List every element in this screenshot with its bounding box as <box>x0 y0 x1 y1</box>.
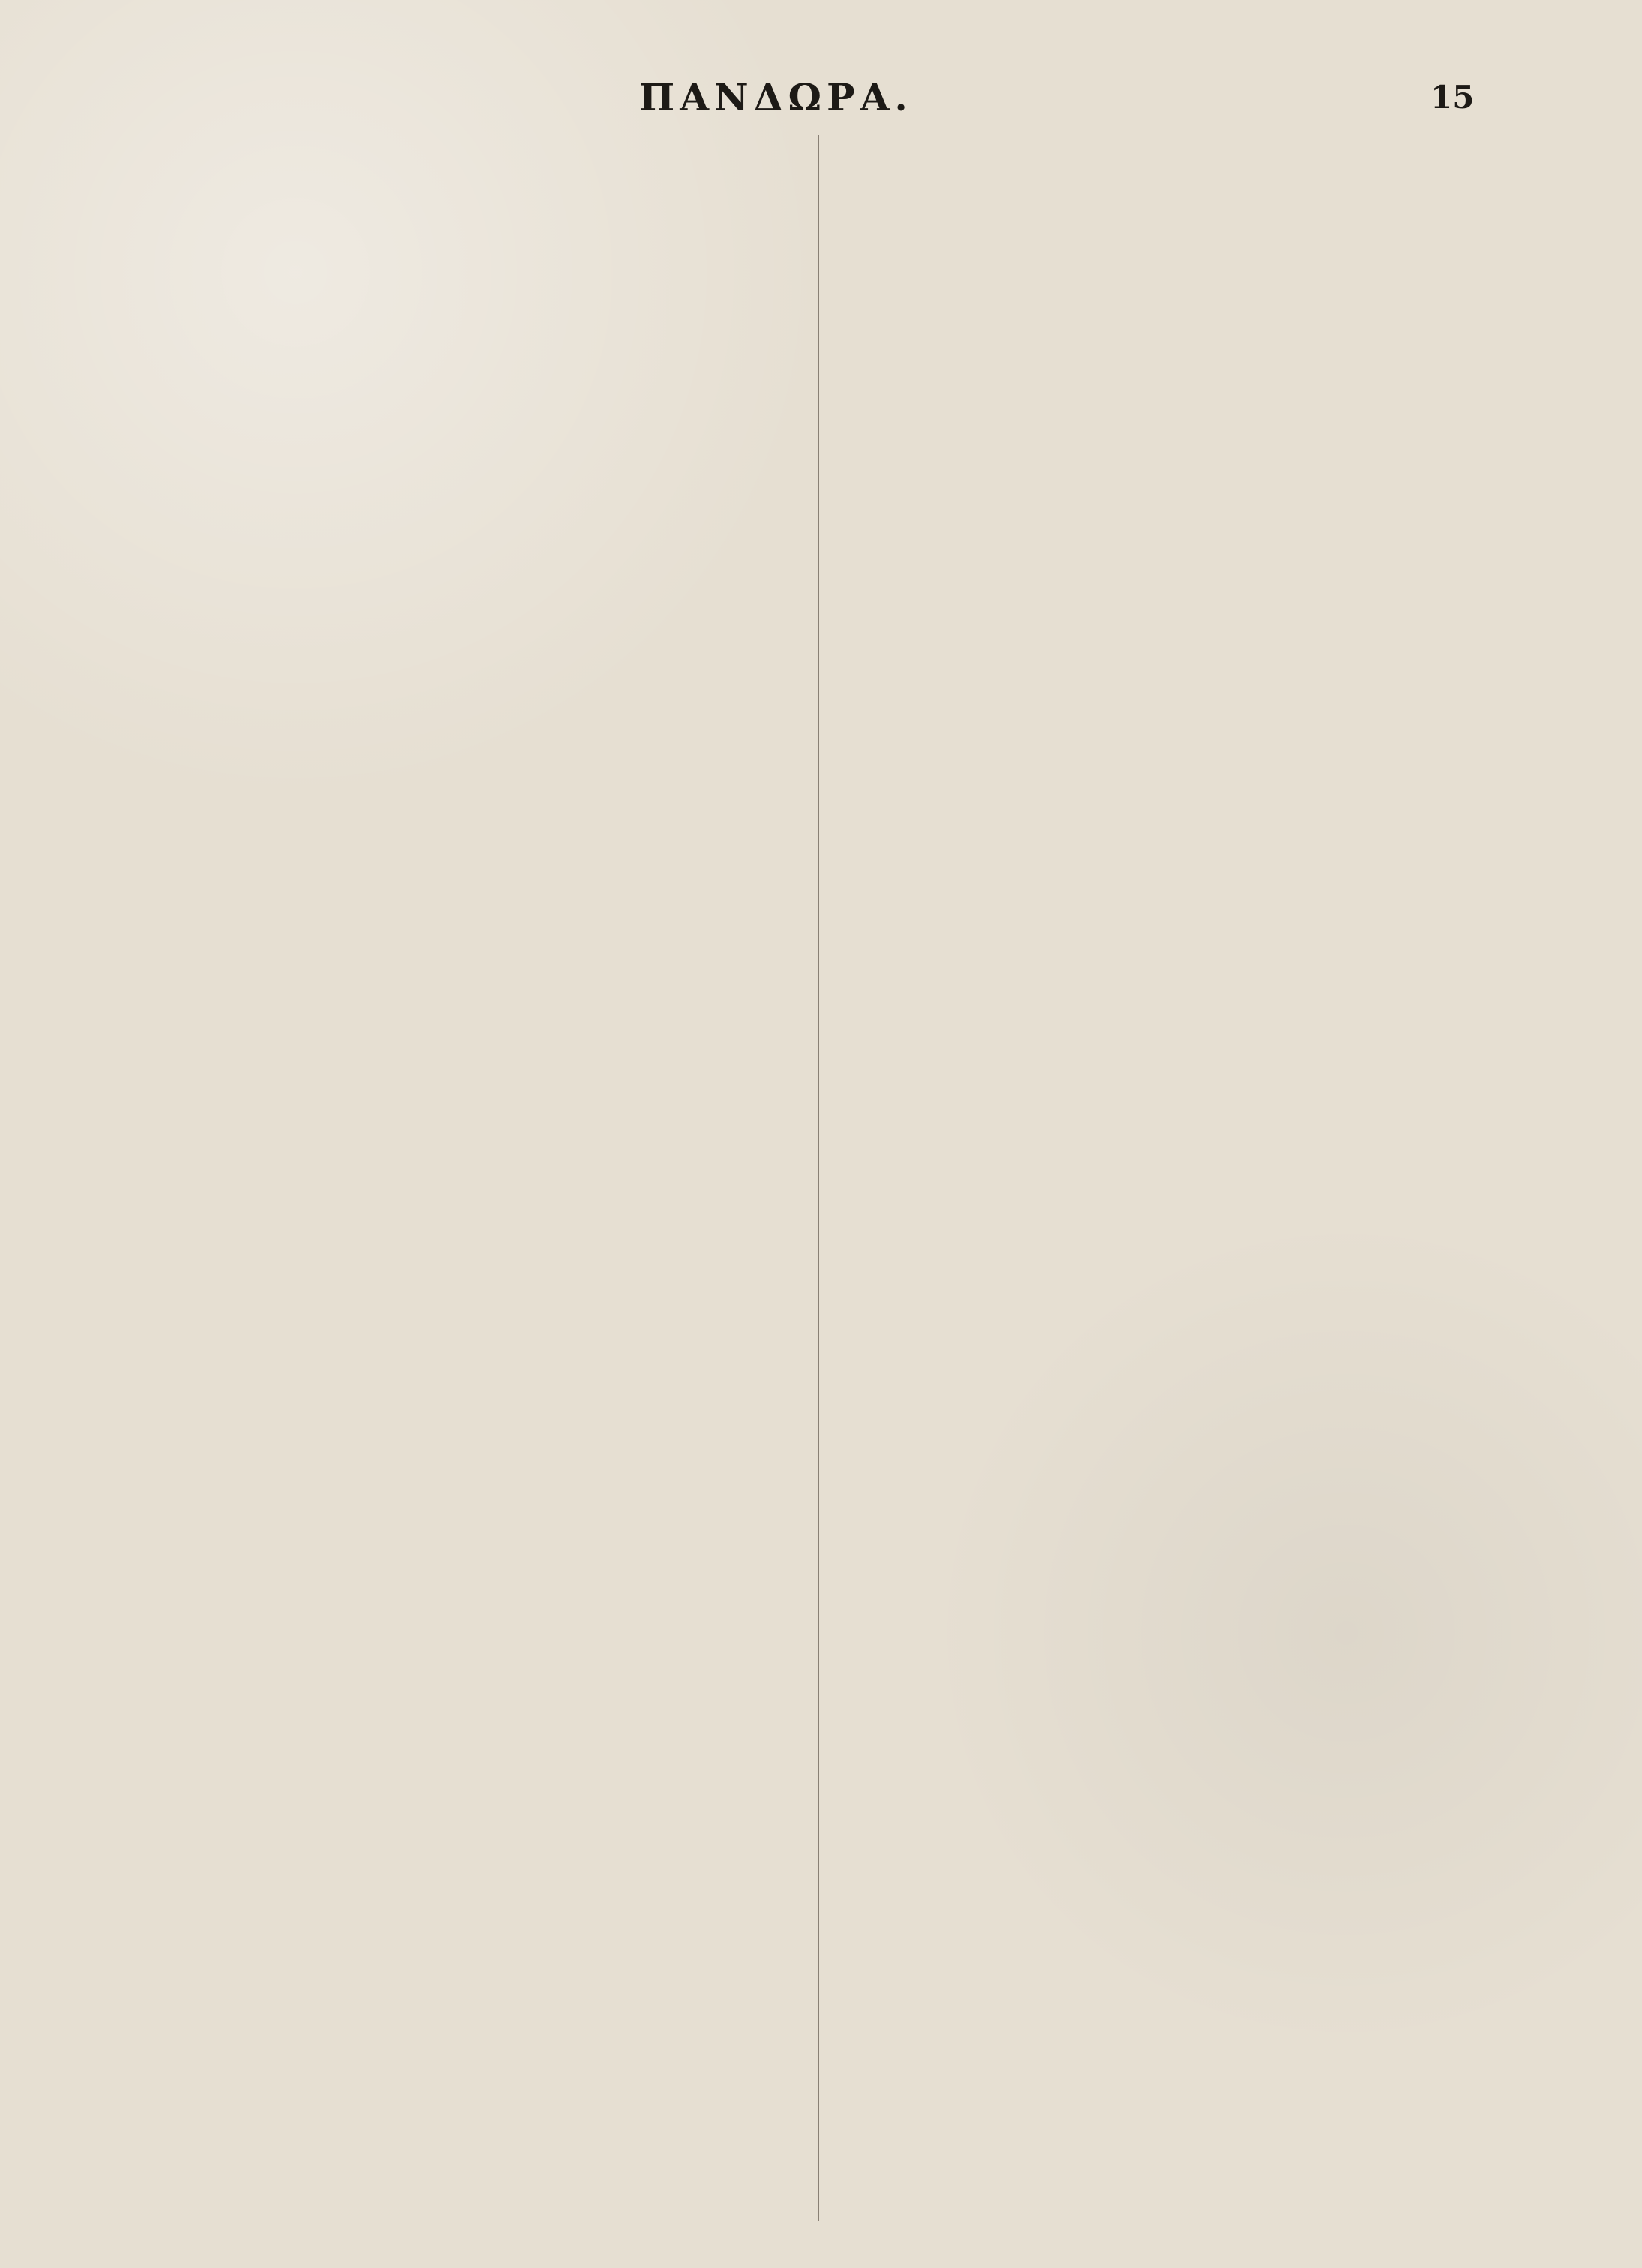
publication-title: ΠΑΝΔΩΡΑ. <box>639 75 913 119</box>
page-number: 15 <box>1430 79 1475 116</box>
right-text-column <box>846 137 1559 2222</box>
page-header <box>0 71 1642 124</box>
left-text-column <box>89 137 801 2222</box>
column-divider <box>818 135 819 2221</box>
